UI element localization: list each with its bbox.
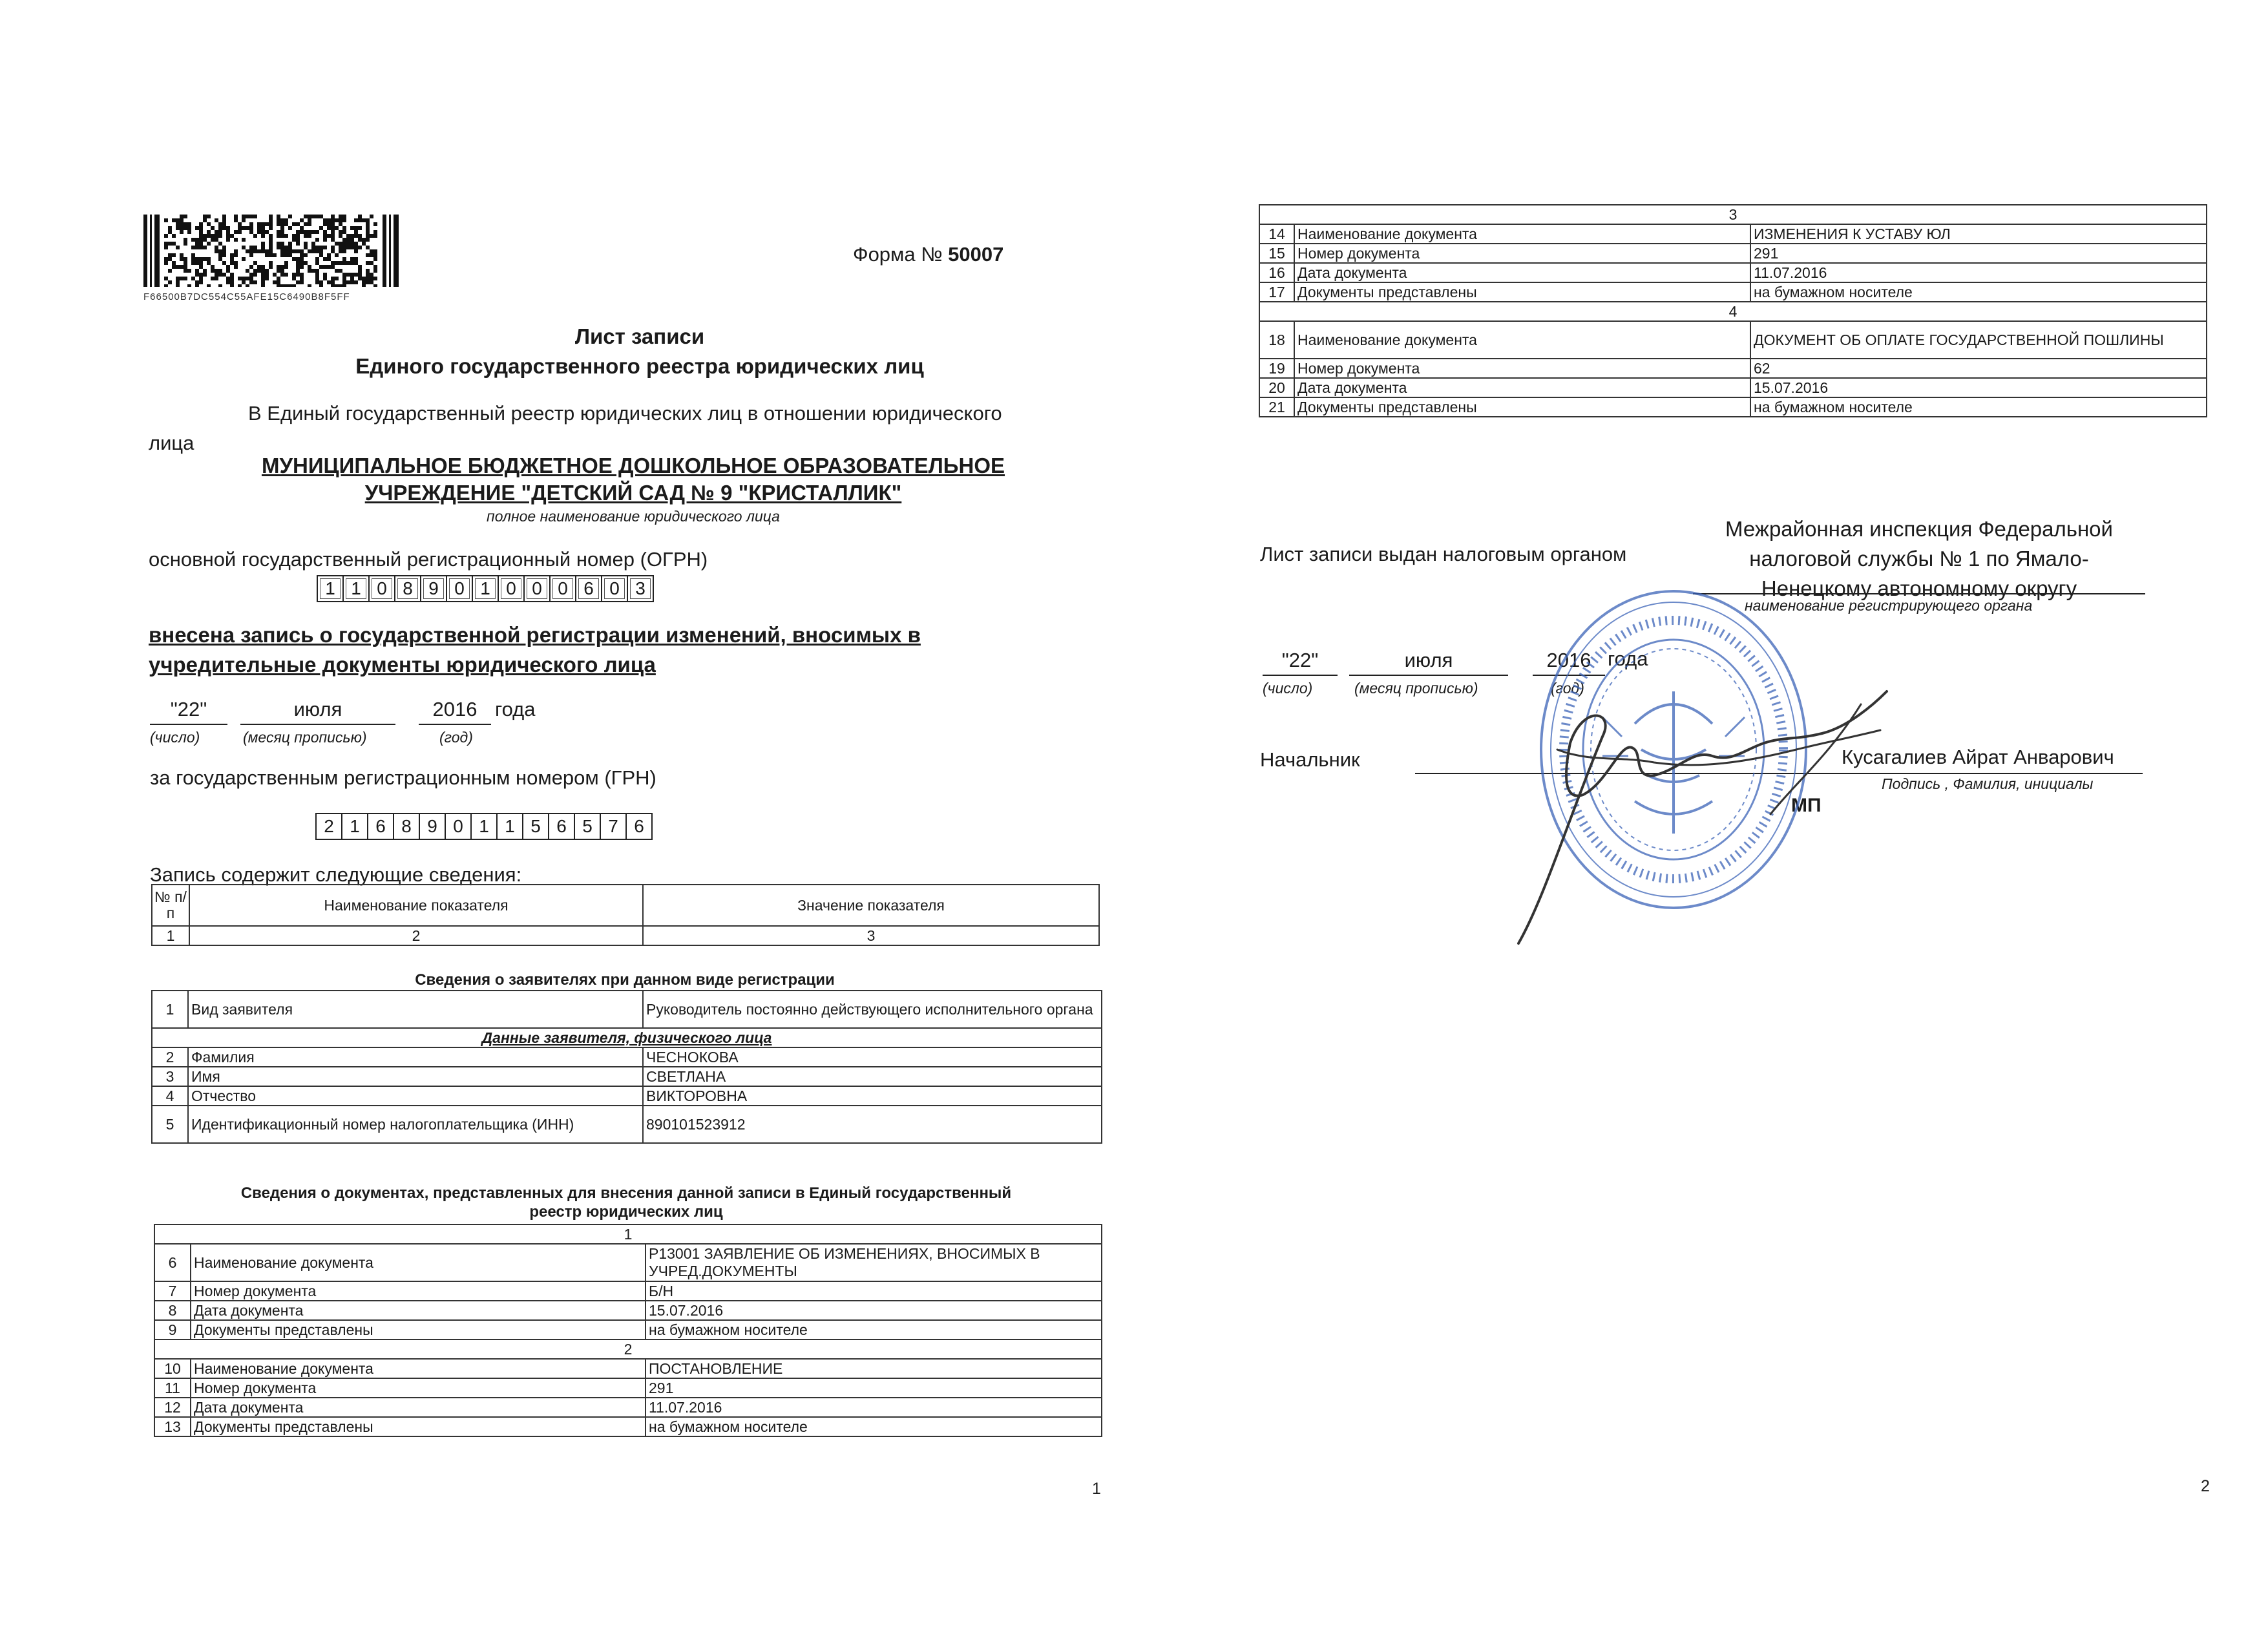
left-date-day: "22" (150, 698, 227, 725)
col-number-header: № п/п (152, 885, 189, 926)
authority-line-3: Ненецкому автономному округу (1761, 576, 2077, 600)
document-group-label: 1 (154, 1224, 1102, 1244)
row-name: Вид заявителя (188, 991, 643, 1028)
right-date-day: "22" (1263, 649, 1338, 676)
row-value: 11.07.2016 (646, 1398, 1102, 1417)
ogrn-digit: 8 (395, 576, 421, 601)
grn-digit: 7 (601, 814, 627, 839)
grn-digits (315, 813, 653, 840)
signatory-position: Начальник (1260, 748, 1360, 771)
row-name: Документы представлены (1294, 397, 1750, 417)
row-number: 12 (154, 1398, 191, 1417)
row-number: 18 (1259, 321, 1294, 359)
form-number-value: 50007 (948, 243, 1004, 266)
document-row (154, 1359, 1102, 1378)
col-name-header: Наименование показателя (189, 885, 643, 926)
authority-hint: наименование регистрирующего органа (1745, 597, 2033, 614)
row-value: 15.07.2016 (1750, 378, 2207, 397)
applicant-row (152, 1106, 1102, 1143)
row-name: Идентификационный номер налогоплательщика (ИНН) (188, 1106, 643, 1143)
grn-digit: 6 (549, 814, 575, 839)
col-index-1: 1 (152, 926, 189, 945)
ogrn-digit: 0 (499, 576, 525, 601)
row-number: 7 (154, 1281, 191, 1301)
applicants-title: Сведения о заявителях при данном виде регистрации (415, 971, 835, 989)
grn-digit: 9 (420, 814, 446, 839)
form-number (853, 243, 1003, 266)
applicant-row (152, 1047, 1102, 1067)
barcode-graphic (143, 215, 399, 287)
grn-digit: 6 (368, 814, 394, 839)
applicant-subheader-row (152, 1028, 1102, 1047)
right-documents-table (1259, 204, 2207, 417)
row-name: Дата документа (1294, 378, 1750, 397)
title-line-1: Лист записи (574, 324, 705, 348)
row-number: 10 (154, 1359, 191, 1378)
document-row (1259, 224, 2207, 244)
document-row (154, 1320, 1102, 1339)
row-name: Номер документа (1294, 244, 1750, 263)
signatory-name: Кусагалиев Айрат Анварович (1842, 746, 2114, 768)
row-name: Документы представлены (1294, 282, 1750, 302)
page-number-right: 2 (2201, 1477, 2210, 1495)
row-number: 11 (154, 1378, 191, 1398)
row-number: 5 (152, 1106, 188, 1143)
document-row (1259, 321, 2207, 359)
document-group-row (1259, 205, 2207, 224)
grn-digit: 5 (523, 814, 549, 839)
row-value: ИЗМЕНЕНИЯ К УСТАВУ ЮЛ (1750, 224, 2207, 244)
right-date-month-hint: (месяц прописью) (1354, 680, 1478, 697)
row-number: 21 (1259, 397, 1294, 417)
document-group-row (154, 1339, 1102, 1359)
applicant-row (152, 1086, 1102, 1106)
ogrn-digit: 0 (447, 576, 473, 601)
ogrn-digits (317, 575, 654, 602)
row-value: Руководитель постоянно действующего исполнительного органа (643, 991, 1102, 1028)
row-name: Дата документа (1294, 263, 1750, 282)
document-row (154, 1244, 1102, 1281)
document-row (1259, 397, 2207, 417)
row-value: 62 (1750, 359, 2207, 378)
ogrn-digit: 1 (473, 576, 499, 601)
row-value: ВИКТОРОВНА (643, 1086, 1102, 1106)
contains-label: Запись содержит следующие сведения: (150, 863, 522, 886)
documents-table (154, 1224, 1102, 1437)
row-number: 17 (1259, 282, 1294, 302)
row-value: 15.07.2016 (646, 1301, 1102, 1320)
row-number: 8 (154, 1301, 191, 1320)
ogrn-label: основной государственный регистрационный номер (ОГРН) (149, 548, 708, 571)
grn-digit: 8 (394, 814, 420, 839)
document-row (1259, 244, 2207, 263)
applicant-subheader: Данные заявителя, физического лица (152, 1028, 1102, 1047)
seal-mark: МП (1791, 795, 1822, 816)
col-index-3: 3 (643, 926, 1099, 945)
row-number: 14 (1259, 224, 1294, 244)
entity-name-line-1: МУНИЦИПАЛЬНОЕ БЮДЖЕТНОЕ ДОШКОЛЬНОЕ ОБРАЗОВАТЕЛЬНОЕ (261, 454, 1005, 478)
grn-digit: 6 (634, 816, 644, 836)
documents-title-line-1: Сведения о документах, представленных для внесения данной записи в Единый государственный (240, 1184, 1012, 1202)
row-number: 13 (154, 1417, 191, 1436)
page-number-left: 1 (1092, 1480, 1101, 1498)
document-row (1259, 359, 2207, 378)
row-name: Дата документа (191, 1301, 646, 1320)
row-value: 291 (646, 1378, 1102, 1398)
row-number: 15 (1259, 244, 1294, 263)
row-value: ПОСТАНОВЛЕНИЕ (646, 1359, 1102, 1378)
right-date-day-hint: (число) (1263, 680, 1313, 697)
row-value: СВЕТЛАНА (643, 1067, 1102, 1086)
grn-digit: 1 (472, 814, 498, 839)
row-number: 16 (1259, 263, 1294, 282)
left-date-year: 2016 (419, 698, 491, 725)
row-name: Документы представлены (191, 1417, 646, 1436)
ogrn-digit: 0 (370, 576, 395, 601)
row-number: 6 (154, 1244, 191, 1281)
applicants-table (151, 990, 1102, 1144)
documents-title-line-2: реестр юридических лиц (529, 1203, 723, 1221)
right-date-year: 2016 (1533, 649, 1605, 676)
barcode-text: F66500B7DC554C55AFE15C6490B8F5FF (143, 291, 350, 302)
row-value: ЧЕСНОКОВА (643, 1047, 1102, 1067)
grn-digit: 1 (342, 814, 368, 839)
row-name: Номер документа (1294, 359, 1750, 378)
ogrn-digit: 0 (602, 576, 628, 601)
document-group-label: 3 (1259, 205, 2207, 224)
entry-line-1: внесена запись о государственной регистрации изменений, вносимых в (149, 623, 921, 647)
left-date-month-hint: (месяц прописью) (243, 729, 367, 746)
form-number-label: Форма № (853, 243, 943, 266)
entity-name-line-2: УЧРЕЖДЕНИЕ "ДЕТСКИЙ САД № 9 "КРИСТАЛЛИК" (364, 481, 902, 505)
row-name: Имя (188, 1067, 643, 1086)
row-name: Номер документа (191, 1281, 646, 1301)
row-name: Отчество (188, 1086, 643, 1106)
row-value: на бумажном носителе (1750, 282, 2207, 302)
row-number: 9 (154, 1320, 191, 1339)
intro-line-1: В Единый государственный реестр юридических лиц в отношении юридического (248, 402, 1002, 425)
row-value: 11.07.2016 (1750, 263, 2207, 282)
entity-name-hint: полное наименование юридического лица (487, 508, 780, 525)
document-group-label: 2 (154, 1339, 1102, 1359)
ogrn-digit: 0 (551, 576, 576, 601)
right-date-month: июля (1349, 649, 1508, 676)
document-group-row (1259, 302, 2207, 321)
row-name: Наименование документа (191, 1244, 646, 1281)
ogrn-digit: 6 (576, 576, 602, 601)
row-name: Документы представлены (191, 1320, 646, 1339)
ogrn-digit: 3 (628, 576, 653, 601)
row-number: 19 (1259, 359, 1294, 378)
row-name: Наименование документа (1294, 321, 1750, 359)
row-value: на бумажном носителе (1750, 397, 2207, 417)
row-name: Наименование документа (1294, 224, 1750, 244)
applicant-row (152, 991, 1102, 1028)
col-value-header: Значение показателя (643, 885, 1099, 926)
grn-digit: 0 (446, 814, 472, 839)
row-name: Наименование документа (191, 1359, 646, 1378)
row-number: 2 (152, 1047, 188, 1067)
grn-digit: 5 (575, 814, 601, 839)
document-row (154, 1378, 1102, 1398)
col-index-2: 2 (189, 926, 643, 945)
row-name: Номер документа (191, 1378, 646, 1398)
entry-line-2: учредительные документы юридического лица (149, 653, 656, 677)
row-number: 1 (152, 991, 188, 1028)
row-value: на бумажном носителе (646, 1417, 1102, 1436)
ogrn-digit: 0 (525, 576, 551, 601)
grn-label: за государственным регистрационным номером (ГРН) (150, 766, 656, 789)
barcode (143, 215, 399, 302)
ogrn-digit: 1 (344, 576, 370, 601)
title-line-2: Единого государственного реестра юридических лиц (355, 354, 924, 378)
ogrn-digit: 9 (421, 576, 447, 601)
row-value: ДОКУМЕНТ ОБ ОПЛАТЕ ГОСУДАРСТВЕННОЙ ПОШЛИНЫ (1750, 321, 2207, 359)
row-name: Дата документа (191, 1398, 646, 1417)
row-name: Фамилия (188, 1047, 643, 1067)
left-date-month: июля (240, 698, 395, 725)
row-value: Р13001 ЗАЯВЛЕНИЕ ОБ ИЗМЕНЕНИЯХ, ВНОСИМЫХ В УЧРЕД.ДОКУМЕНТЫ (646, 1244, 1102, 1281)
authority-line-1: Межрайонная инспекция Федеральной (1725, 517, 2113, 541)
entry-text (149, 620, 921, 680)
row-value: 291 (1750, 244, 2207, 263)
grn-digit: 1 (498, 814, 523, 839)
authority-line-2: налоговой службы № 1 по Ямало- (1749, 547, 2089, 571)
document-group-label: 4 (1259, 302, 2207, 321)
row-value: на бумажном носителе (646, 1320, 1102, 1339)
intro-line-2: лица (149, 432, 194, 454)
document-row (154, 1417, 1102, 1436)
signatory-hint: Подпись , Фамилия, инициалы (1882, 775, 2094, 792)
documents-title (151, 1184, 1101, 1221)
right-date-year-suffix: года (1608, 647, 1648, 670)
document-row (1259, 263, 2207, 282)
document-group-row (154, 1224, 1102, 1244)
row-number: 4 (152, 1086, 188, 1106)
left-date-year-hint: (год) (439, 729, 473, 746)
row-value: Б/Н (646, 1281, 1102, 1301)
document-row (1259, 282, 2207, 302)
handwritten-signature (1409, 666, 1900, 950)
right-date-year-hint: (год) (1551, 680, 1584, 697)
left-date-day-hint: (число) (150, 729, 200, 746)
entity-name (149, 452, 1118, 507)
document-row (1259, 378, 2207, 397)
document-row (154, 1281, 1102, 1301)
ogrn-digit: 1 (318, 576, 344, 601)
applicant-row (152, 1067, 1102, 1086)
document-row (154, 1398, 1102, 1417)
issued-label: Лист записи выдан налоговым органом (1260, 543, 1627, 565)
document-row (154, 1301, 1102, 1320)
indicator-header-table (151, 884, 1100, 946)
row-number: 3 (152, 1067, 188, 1086)
left-date-year-suffix: года (495, 698, 536, 720)
document-title (226, 322, 1053, 381)
row-number: 20 (1259, 378, 1294, 397)
row-value: 890101523912 (643, 1106, 1102, 1143)
grn-digit: 2 (317, 814, 342, 839)
